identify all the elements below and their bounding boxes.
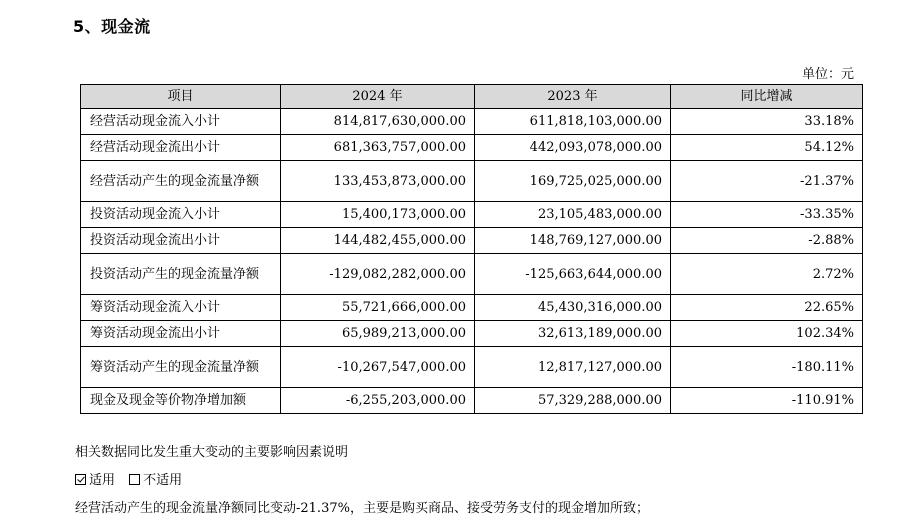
table-row bbox=[81, 202, 863, 228]
table-row bbox=[81, 228, 863, 254]
table-row bbox=[81, 109, 863, 135]
section-title: 5、现金流 bbox=[73, 17, 151, 36]
row-item: 经营活动现金流入小计 bbox=[81, 109, 281, 135]
table-row bbox=[81, 135, 863, 161]
row-2024: -10,267,547,000.00 bbox=[281, 347, 475, 388]
unit-label: 单位：元 bbox=[801, 67, 854, 82]
header-2024: 2024 年 bbox=[281, 85, 475, 109]
row-2024: 814,817,630,000.00 bbox=[281, 109, 475, 135]
row-change: -110.91% bbox=[671, 388, 863, 414]
row-2023: 611,818,103,000.00 bbox=[475, 109, 671, 135]
option-applicable-label: 适用 bbox=[89, 473, 116, 488]
row-2023: 45,430,316,000.00 bbox=[475, 295, 671, 321]
row-2024: 133,453,873,000.00 bbox=[281, 161, 475, 202]
header-2023: 2023 年 bbox=[475, 85, 671, 109]
table-row bbox=[81, 388, 863, 414]
row-2024: -6,255,203,000.00 bbox=[281, 388, 475, 414]
row-change: 33.18% bbox=[671, 109, 863, 135]
option-applicable[interactable] bbox=[75, 473, 119, 488]
header-item: 项目 bbox=[81, 85, 281, 109]
row-item: 投资活动现金流入小计 bbox=[81, 202, 281, 228]
cash-flow-table bbox=[80, 84, 863, 414]
table-header-row bbox=[81, 85, 863, 109]
row-change: 54.12% bbox=[671, 135, 863, 161]
row-2024: 65,989,213,000.00 bbox=[281, 321, 475, 347]
row-item: 经营活动现金流出小计 bbox=[81, 135, 281, 161]
applicability-options bbox=[75, 469, 192, 488]
table-row bbox=[81, 295, 863, 321]
row-change: 22.65% bbox=[671, 295, 863, 321]
row-change: -33.35% bbox=[671, 202, 863, 228]
row-2023: 442,093,078,000.00 bbox=[475, 135, 671, 161]
table-row bbox=[81, 161, 863, 202]
row-2024: 681,363,757,000.00 bbox=[281, 135, 475, 161]
row-2023: 32,613,189,000.00 bbox=[475, 321, 671, 347]
explanation-detail: 经营活动产生的现金流量净额同比变动-21.37%，主要是购买商品、接受劳务支付的现金增加所致； bbox=[75, 501, 649, 516]
row-2023: 23,105,483,000.00 bbox=[475, 202, 671, 228]
row-2023: 169,725,025,000.00 bbox=[475, 161, 671, 202]
row-2024: 55,721,666,000.00 bbox=[281, 295, 475, 321]
table-row bbox=[81, 254, 863, 295]
option-not-applicable-label: 不适用 bbox=[143, 473, 183, 488]
header-change: 同比增减 bbox=[671, 85, 863, 109]
row-2023: -125,663,644,000.00 bbox=[475, 254, 671, 295]
row-change: -21.37% bbox=[671, 161, 863, 202]
row-2024: 144,482,455,000.00 bbox=[281, 228, 475, 254]
row-change: 2.72% bbox=[671, 254, 863, 295]
row-item: 筹资活动产生的现金流量净额 bbox=[81, 347, 281, 388]
row-2023: 57,329,288,000.00 bbox=[475, 388, 671, 414]
row-item: 经营活动产生的现金流量净额 bbox=[81, 161, 281, 202]
row-2024: 15,400,173,000.00 bbox=[281, 202, 475, 228]
row-change: 102.34% bbox=[671, 321, 863, 347]
row-2023: 12,817,127,000.00 bbox=[475, 347, 671, 388]
option-not-applicable[interactable] bbox=[129, 473, 182, 488]
row-item: 现金及现金等价物净增加额 bbox=[81, 388, 281, 414]
row-item: 投资活动产生的现金流量净额 bbox=[81, 254, 281, 295]
checked-box-icon[interactable] bbox=[75, 474, 86, 485]
explanation-heading: 相关数据同比发生重大变动的主要影响因素说明 bbox=[75, 445, 349, 460]
table-row bbox=[81, 347, 863, 388]
row-item: 筹资活动现金流入小计 bbox=[81, 295, 281, 321]
row-2023: 148,769,127,000.00 bbox=[475, 228, 671, 254]
row-2024: -129,082,282,000.00 bbox=[281, 254, 475, 295]
row-item: 投资活动现金流出小计 bbox=[81, 228, 281, 254]
row-item: 筹资活动现金流出小计 bbox=[81, 321, 281, 347]
table-row bbox=[81, 321, 863, 347]
empty-box-icon[interactable] bbox=[129, 474, 140, 485]
row-change: -180.11% bbox=[671, 347, 863, 388]
row-change: -2.88% bbox=[671, 228, 863, 254]
